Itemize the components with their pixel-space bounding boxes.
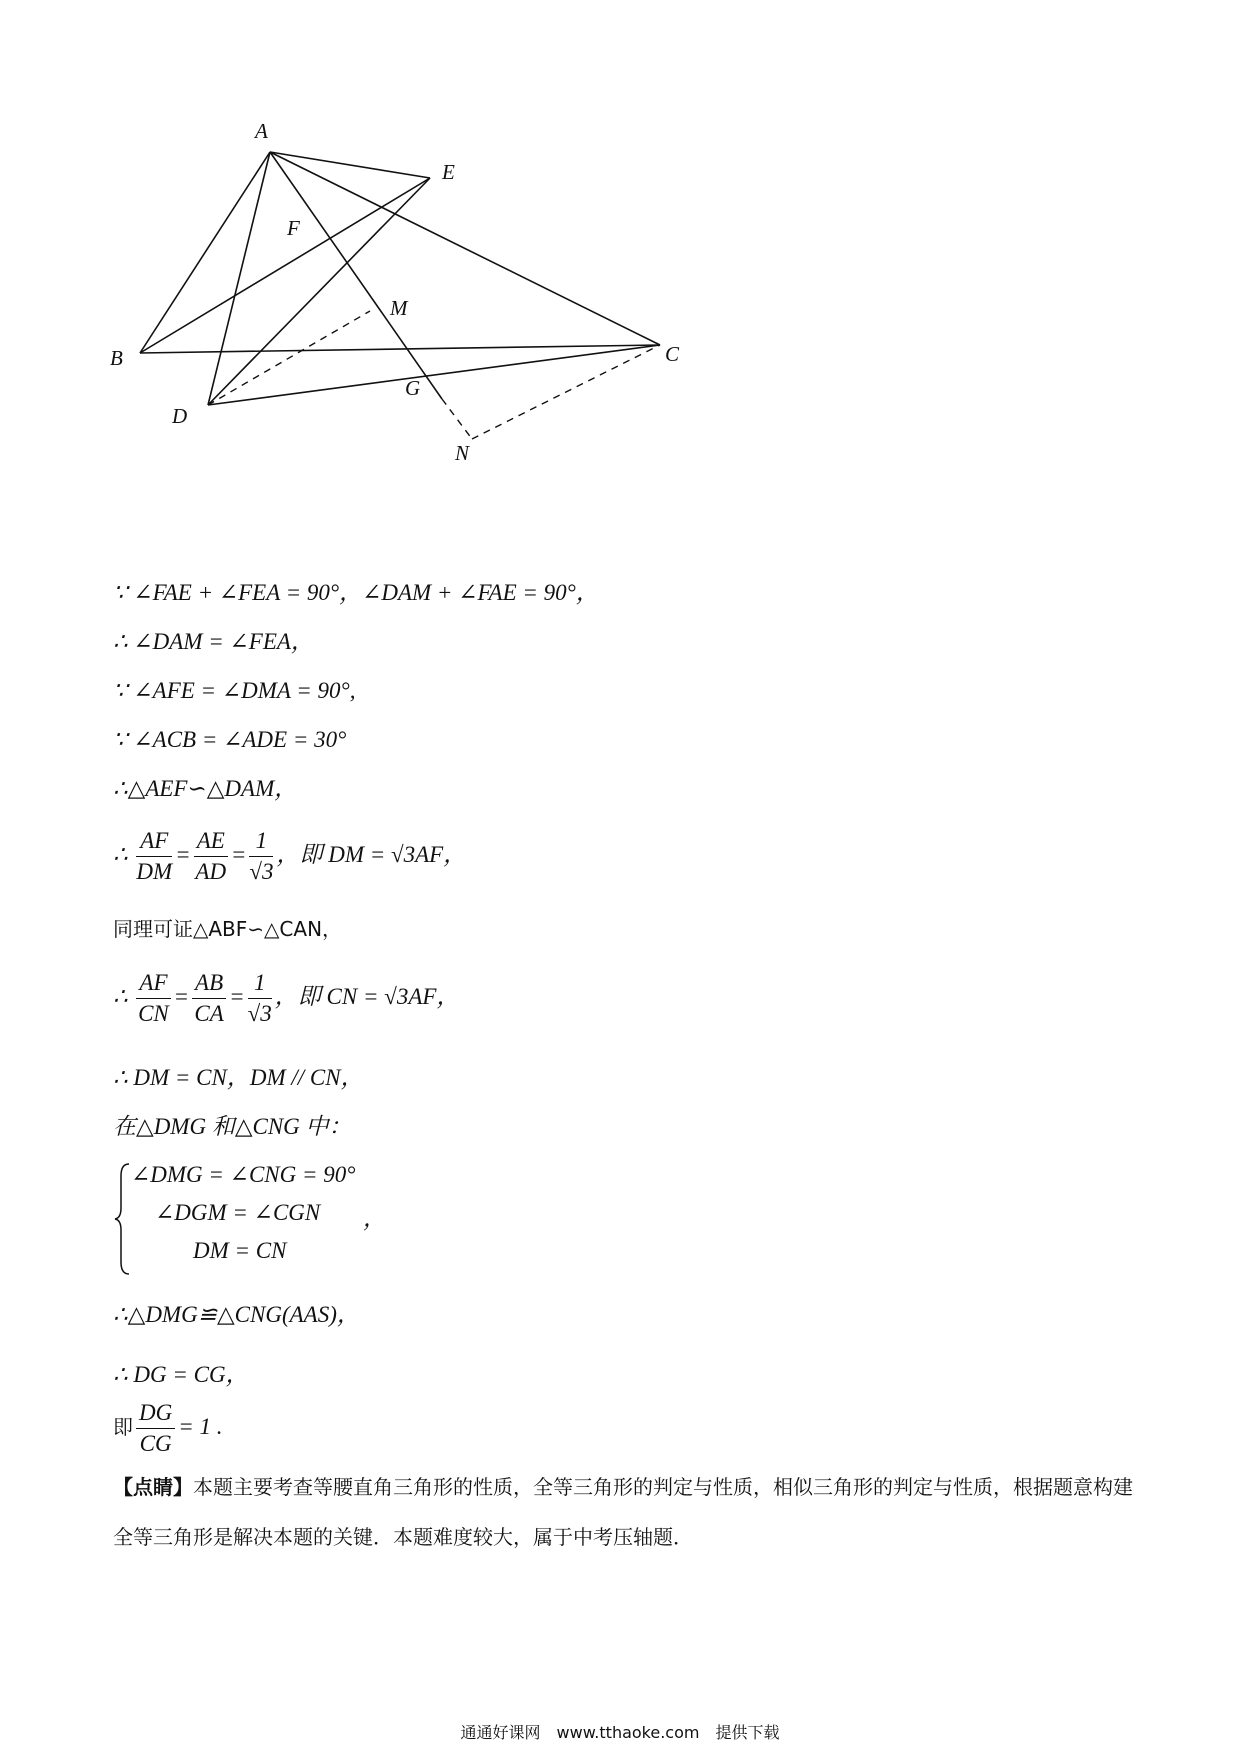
step-line-13-prefix: 即: [113, 1414, 133, 1439]
fraction-af-cn: $\frac{AF}{CN}$: [138, 970, 169, 1026]
label-E: E: [442, 160, 455, 184]
therefore-symbol: ∴: [113, 983, 128, 1009]
step-line-13: [113, 1398, 223, 1459]
fraction-dg-cg: $\frac{DG}{CG}$: [136, 1398, 175, 1459]
segment-AG: [270, 152, 442, 399]
step-line-6: ∴ $\frac{AF}{DM}$ = $\frac{AE}{AD}$ = $\frac{1}{√3}$ ，即 DM = √3AF，: [113, 826, 466, 887]
dashed-DM: [208, 311, 370, 405]
step-line-12: ∴ DG = CG，: [113, 1362, 249, 1387]
step-line-1: ∵ ∠FAE + ∠FEA = 90°，∠DAM + ∠FAE = 90°，: [113, 580, 599, 605]
segment-AC: [270, 152, 660, 345]
label-G: G: [405, 376, 421, 400]
step-line-2: ∴ ∠DAM = ∠FEA，: [113, 629, 314, 654]
therefore-symbol: ∴: [113, 841, 128, 867]
label-B: B: [110, 346, 123, 370]
system-row-1: ∠DMG = ∠CNG = 90°: [131, 1162, 356, 1187]
geometry-figure: [100, 105, 700, 525]
label-M: M: [390, 296, 408, 320]
step-line-8: ∴ $\frac{AF}{CN}$ = $\frac{AB}{CA}$ = $\frac{1}{√3}$ ，即 CN = √3AF，: [113, 968, 459, 1029]
step-line-11: ∴△DMG≌△CNG(AAS)，: [113, 1302, 360, 1327]
system-row-2: ∠DGM = ∠CGN: [155, 1200, 321, 1225]
step-line-10: 在△DMG 和△CNG 中：: [113, 1114, 352, 1139]
step-line-5: ∴△AEF∽△DAM，: [113, 776, 298, 801]
segment-AD: [208, 152, 270, 405]
note-tag: 【点睛】: [113, 1475, 193, 1499]
label-C: C: [665, 342, 680, 366]
label-D: D: [172, 404, 188, 428]
fraction-1-sqrt3: $\frac{1}{√3}$: [247, 970, 272, 1026]
step-line-13-suffix: = 1 .: [178, 1413, 223, 1439]
equation-system: [113, 1162, 413, 1277]
fraction-ab-ca: $\frac{AB}{CA}$: [192, 968, 226, 1029]
segment-AB: [140, 152, 270, 353]
step-line-9: ∴ DM = CN，DM // CN，: [113, 1065, 364, 1090]
fraction-af-dm: $\frac{AF}{DM}$: [136, 828, 173, 884]
segment-AE: [270, 152, 430, 178]
step-line-8-suffix: ，即 CN = √3AF，: [274, 983, 460, 1009]
dashed-NC: [472, 345, 660, 439]
system-comma: ，: [363, 1206, 386, 1231]
label-A: A: [255, 119, 268, 143]
brace-icon: [113, 1162, 133, 1277]
step-line-4: ∵ ∠ACB = ∠ADE = 30°: [113, 727, 347, 752]
summary-note: [113, 1462, 1133, 1562]
step-line-7: 同理可证△ABF∽△CAN，: [113, 917, 343, 941]
note-text: 本题主要考查等腰直角三角形的性质，全等三角形的判定与性质，相似三角形的判定与性质，根据题意构建全等三角形是解决本题的关键．本题难度较大，属于中考压轴题．: [113, 1475, 1133, 1549]
step-line-3: ∵ ∠AFE = ∠DMA = 90°,: [113, 678, 356, 703]
label-N: N: [455, 441, 470, 465]
dashed-GN: [442, 399, 472, 439]
segment-BC: [140, 345, 660, 353]
segment-DC: [208, 345, 660, 405]
fraction-ae-ad: $\frac{AE}{AD}$: [195, 828, 227, 884]
system-row-3: DM = CN: [193, 1238, 287, 1263]
step-line-6-suffix: ，即 DM = √3AF，: [276, 841, 467, 867]
label-F: F: [287, 216, 300, 240]
page-footer: 通通好课网 www.tthaoke.com 提供下载: [460, 1723, 780, 1742]
fraction-1-sqrt3: $\frac{1}{√3}$: [249, 828, 274, 884]
